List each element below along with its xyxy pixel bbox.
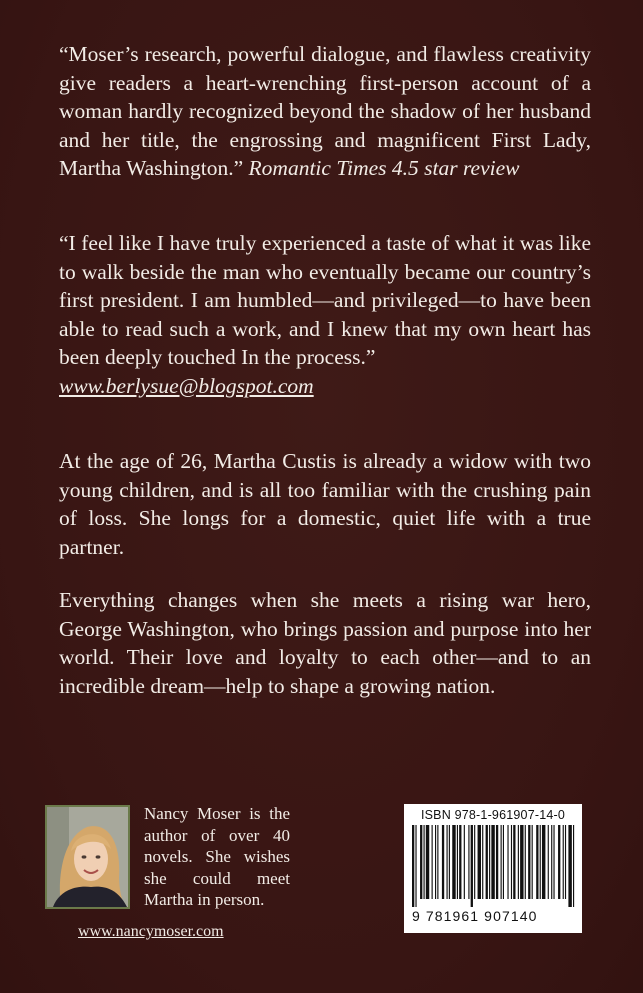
barcode-bar <box>459 825 461 899</box>
barcode-bar <box>437 825 438 899</box>
barcode-bar <box>496 825 498 899</box>
barcode-bar <box>412 825 414 907</box>
barcode-bar <box>426 825 429 899</box>
barcode-bar <box>447 825 448 899</box>
barcode-bar <box>471 825 473 907</box>
barcode-bar <box>478 825 481 899</box>
barcode-bar <box>528 825 530 899</box>
barcode-digits: 9 781961 907140 <box>412 908 538 924</box>
quote-2-source-link[interactable]: www.berlysue@blogspot.com <box>59 373 314 398</box>
barcode-bar <box>525 825 526 899</box>
description-paragraph-1: At the age of 26, Martha Custis is already a widow with two young children, and is all too familiar with the crushing pain of loss. She longs for a domestic, quiet life with a true partner. <box>59 449 591 559</box>
barcode-bar <box>452 825 455 899</box>
barcode-bar <box>542 825 545 899</box>
barcode-bar <box>432 825 433 899</box>
barcode-bar <box>551 825 552 899</box>
barcode-bar <box>482 825 483 899</box>
author-website-link[interactable]: www.nancymoser.com <box>78 923 224 940</box>
barcode-bar <box>563 825 564 899</box>
description-paragraph-2: Everything changes when she meets a rising war hero, George Washington, who brings passion and purpose into her world. Their love and loyalty to each other—and to an incredible dream—help to shape a growing nation. <box>59 588 591 698</box>
barcode-bar <box>468 825 469 899</box>
barcode-bar <box>553 825 554 899</box>
barcode-bar <box>520 825 523 899</box>
barcode-bar <box>457 825 458 899</box>
barcode-bar <box>518 825 519 899</box>
barcode-bar <box>415 825 416 907</box>
barcode-bar <box>491 825 494 899</box>
barcode-bar <box>565 825 566 899</box>
barcode-bar <box>464 825 465 899</box>
quote-2-text: “I feel like I have truly experienced a taste of what it was like to walk beside the man who eventually became our country’s first president. I am humbled—and privileged—to have been able to read such a work, and I knew that my own heart has been deeply touched In the process.” <box>59 231 591 369</box>
barcode-bar <box>474 825 475 899</box>
barcode-bar <box>536 825 538 899</box>
isbn-barcode <box>404 804 582 933</box>
barcode-bar <box>532 825 533 899</box>
barcode-bar <box>558 825 560 899</box>
barcode-bars <box>410 825 576 907</box>
barcode-bar <box>548 825 549 899</box>
isbn-label: ISBN 978-1-961907-14-0 <box>420 808 566 822</box>
barcode-bar <box>501 825 502 899</box>
barcode-bar <box>511 825 512 899</box>
barcode-bar <box>568 825 571 907</box>
barcode-bar <box>507 825 508 899</box>
barcode-bar <box>503 825 504 899</box>
barcode-bar <box>486 825 488 899</box>
review-quote-2 <box>59 229 591 400</box>
barcode-bar <box>442 825 444 899</box>
barcode-bar <box>513 825 515 899</box>
barcode-bar <box>420 825 422 899</box>
quote-1-source: Romantic Times 4.5 star review <box>248 156 520 180</box>
author-bio: Nancy Moser is the author of over 40 novels. She wishes she could meet Martha in person. <box>144 804 290 909</box>
author-photo <box>45 805 130 909</box>
barcode-bar <box>435 825 436 899</box>
barcode-bar <box>573 825 574 907</box>
barcode-bar <box>489 825 490 899</box>
review-quote-1 <box>59 40 591 183</box>
barcode-bar <box>424 825 425 899</box>
barcode-bar <box>449 825 450 899</box>
barcode-bar <box>540 825 541 899</box>
quote-1-text: “Moser’s research, powerful dialogue, and flawless creativity give readers a heart-wrenching first-person account of a woman hardly recognized beyond the shadow of her husband and her title, the engrossing and magnificent First Lady, Martha Washington.” <box>59 42 591 180</box>
